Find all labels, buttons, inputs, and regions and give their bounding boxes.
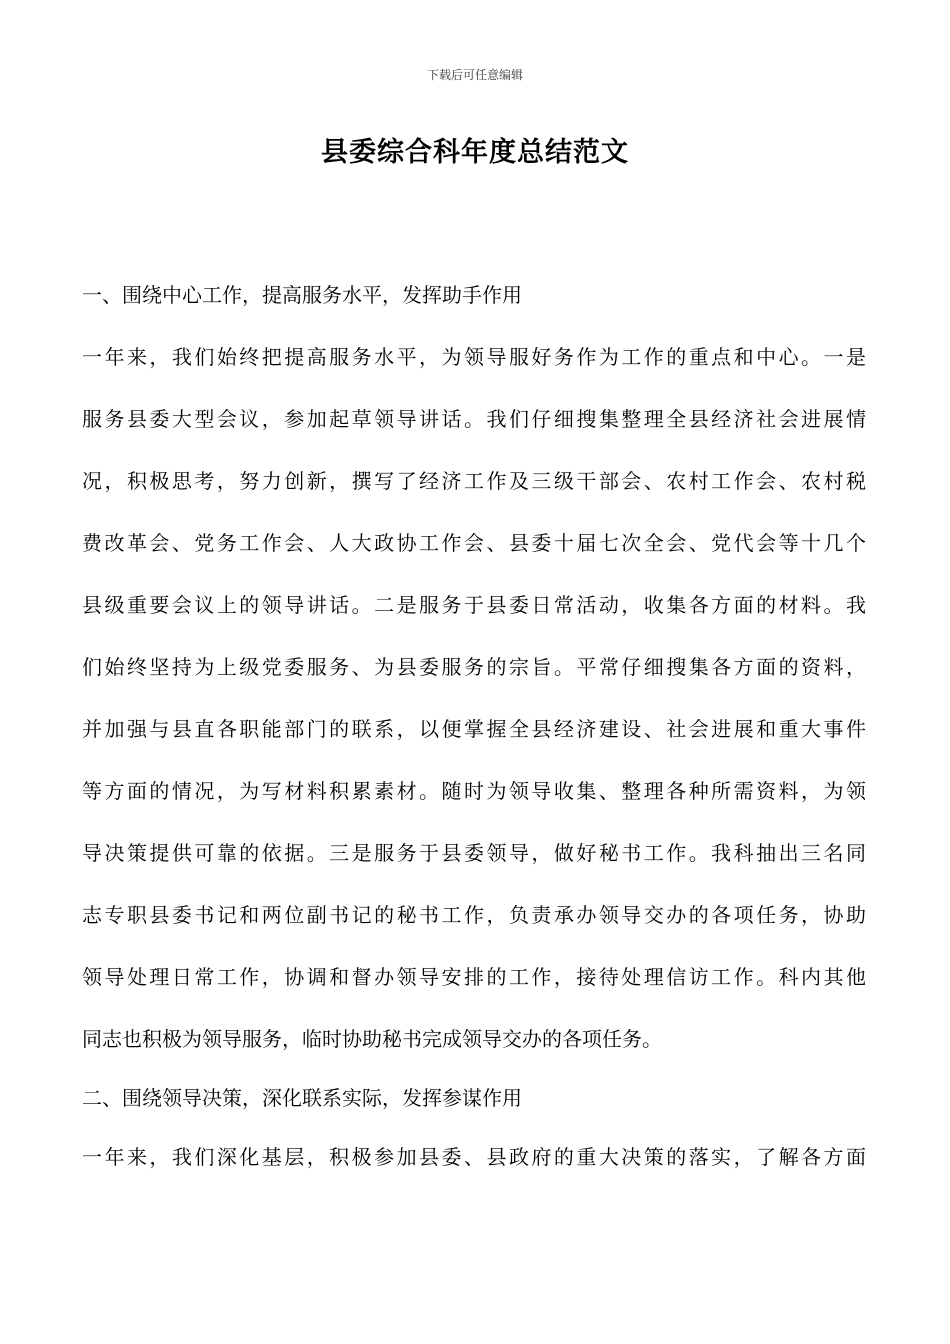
document-body xyxy=(82,280,866,1173)
paragraph-line: 导决策提供可靠的依据。三是服务于县委领导，做好秘书工作。我科抽出三名同 xyxy=(82,841,866,865)
section-heading: 二、围绕领导决策，深化联系实际，发挥参谋作用 xyxy=(82,1086,522,1110)
paragraph-line: 同志也积极为领导服务，临时协助秘书完成领导交办的各项任务。 xyxy=(82,1027,662,1051)
section-heading: 一、围绕中心工作，提高服务水平，发挥助手作用 xyxy=(82,283,522,307)
section-paragraph xyxy=(82,1142,866,1173)
paragraph-line: 况，积极思考，努力创新，撰写了经济工作及三级干部会、农村工作会、农村税 xyxy=(82,469,866,493)
paragraph-line: 服务县委大型会议，参加起草领导讲话。我们仔细搜集整理全县经济社会进展情 xyxy=(82,407,866,431)
paragraph-line: 一年来，我们始终把提高服务水平，为领导服好务作为工作的重点和中心。一是 xyxy=(82,345,866,369)
paragraph-line: 领导处理日常工作，协调和督办领导安排的工作，接待处理信访工作。科内其他 xyxy=(82,965,866,989)
paragraph-line: 一年来，我们深化基层，积极参加县委、县政府的重大决策的落实，了解各方面 xyxy=(82,1145,866,1169)
section-paragraph xyxy=(82,342,866,1055)
paragraph-line: 们始终坚持为上级党委服务、为县委服务的宗旨。平常仔细搜集各方面的资料， xyxy=(82,655,866,679)
document-title: 县委综合科年度总结范文 xyxy=(321,137,629,168)
paragraph-line: 县级重要会议上的领导讲话。二是服务于县委日常活动，收集各方面的材料。我 xyxy=(82,593,866,617)
paragraph-line: 等方面的情况，为写材料积累素材。随时为领导收集、整理各种所需资料，为领 xyxy=(82,779,866,803)
header-note: 下载后可任意编辑 xyxy=(426,68,523,82)
paragraph-line: 志专职县委书记和两位副书记的秘书工作，负责承办领导交办的各项任务，协助 xyxy=(82,903,866,927)
paragraph-line: 并加强与县直各职能部门的联系，以便掌握全县经济建设、社会进展和重大事件 xyxy=(82,717,866,741)
paragraph-line: 费改革会、党务工作会、人大政协工作会、县委十届七次全会、党代会等十几个 xyxy=(82,531,866,555)
